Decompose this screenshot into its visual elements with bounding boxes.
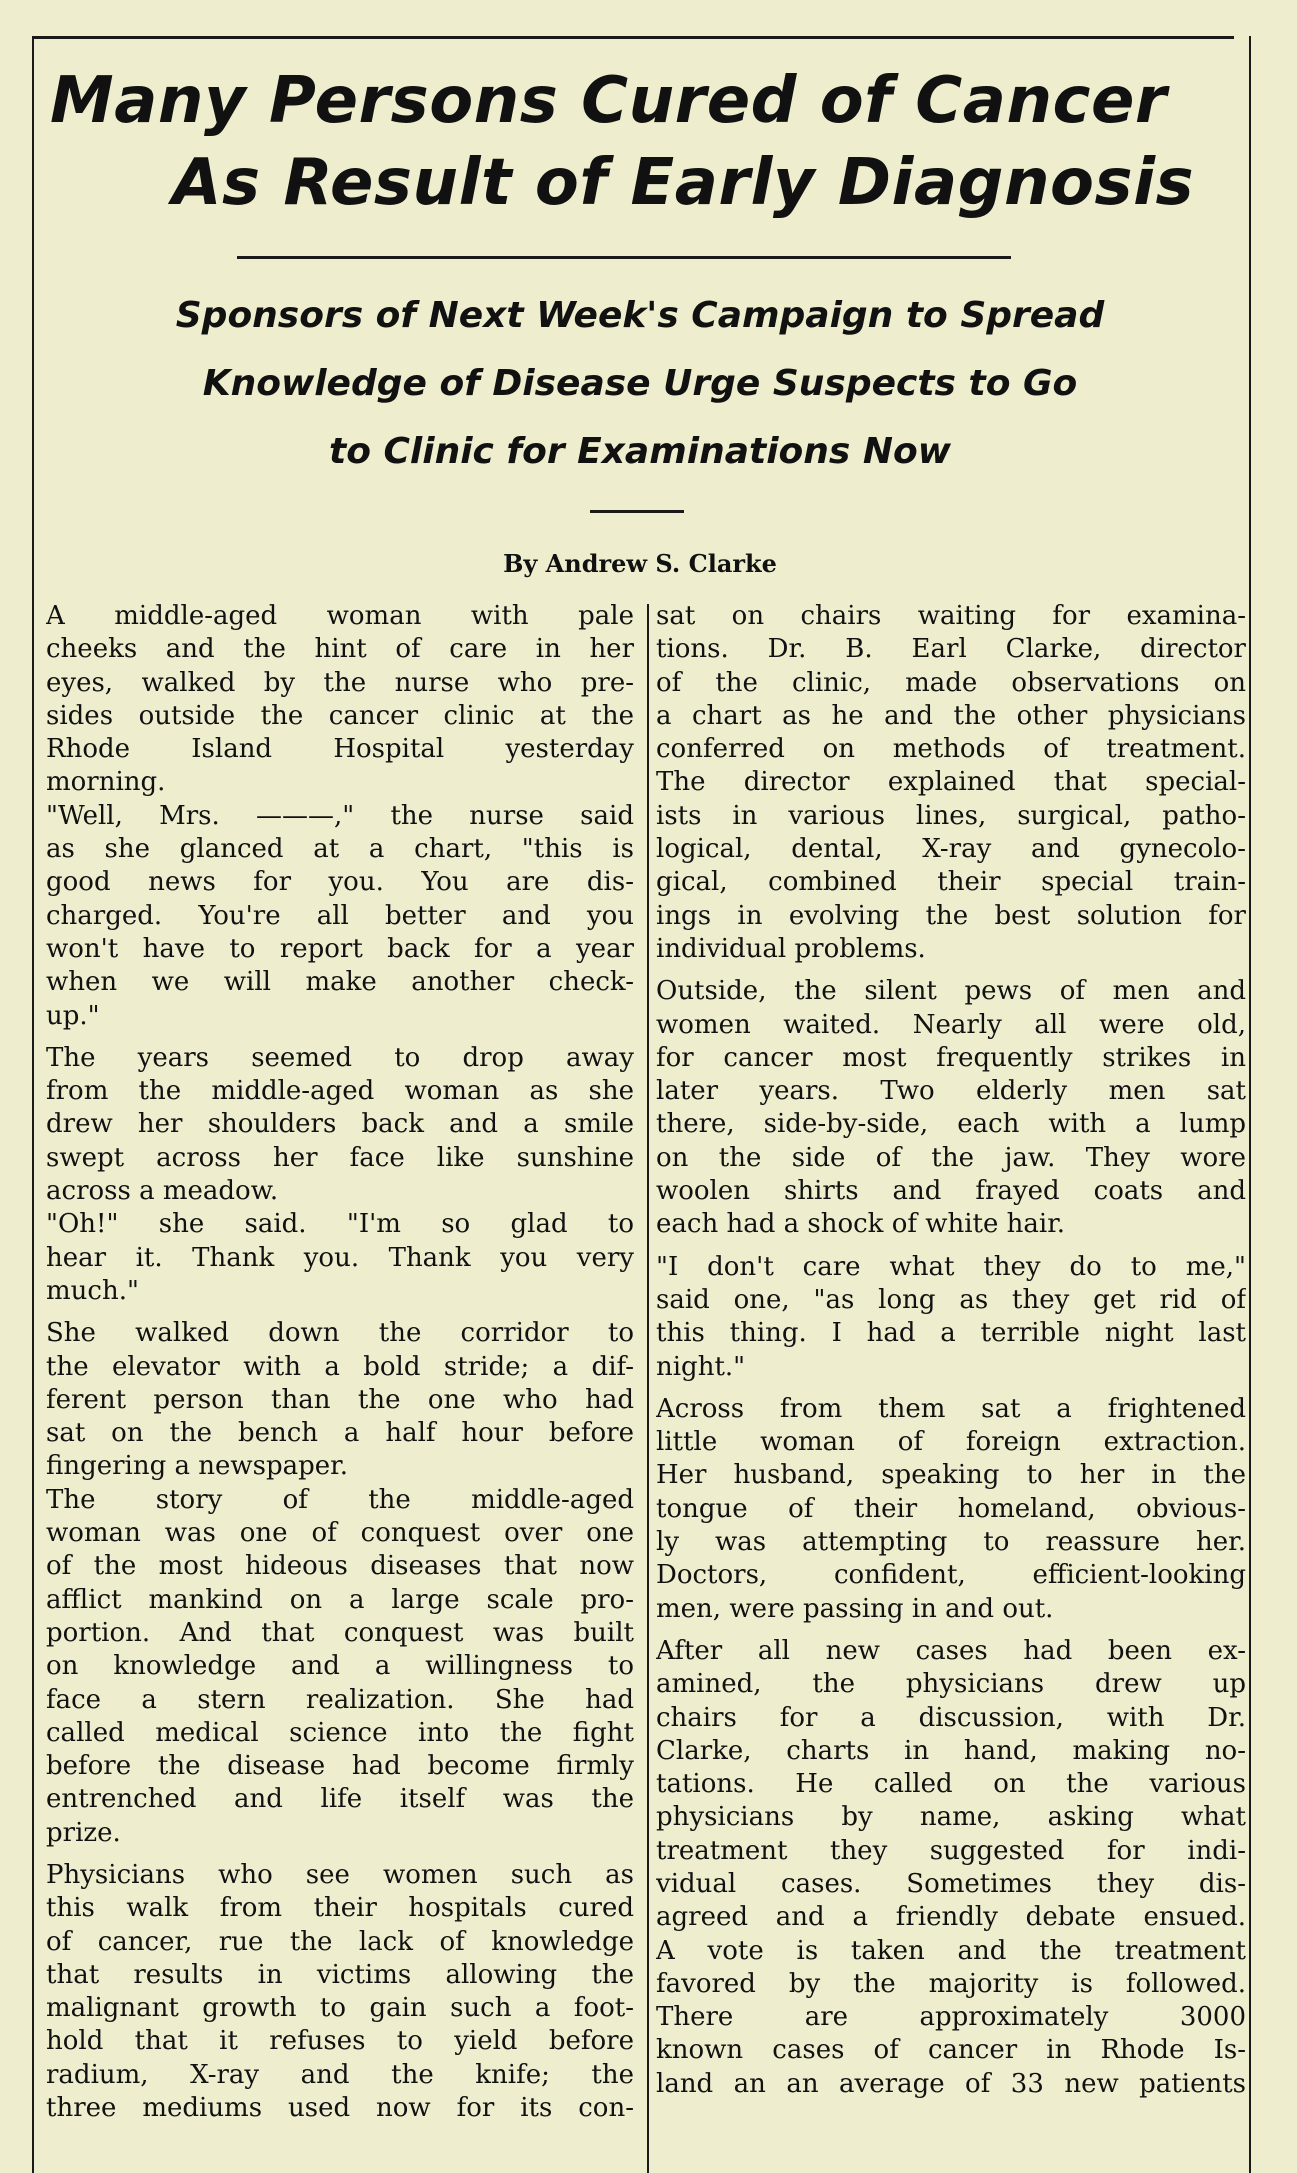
- text-line: ings in evolving the best solution for: [656, 900, 1246, 931]
- text-line: this walk from their hospitals cured: [46, 1893, 634, 1924]
- text-line: The director explained that special-: [656, 767, 1246, 798]
- text-line: amined, the physicians drew up: [656, 1669, 1246, 1700]
- text-line: good news for you. You are dis-: [46, 867, 634, 898]
- text-line: "Well, Mrs. ———," the nurse said: [46, 800, 634, 831]
- text-line: land an an average of 33 new patients: [656, 2068, 1246, 2099]
- subheadline: [40, 282, 1240, 486]
- text-line: for cancer most frequently strikes in: [656, 1042, 1246, 1073]
- text-line: entrenched and life itself was the: [46, 1784, 634, 1815]
- text-line: After all new cases had been ex-: [656, 1635, 1246, 1666]
- text-line: called medical science into the fight: [46, 1717, 634, 1748]
- text-line: Her husband, speaking to her in the: [656, 1460, 1246, 1491]
- text-line: much.": [46, 1275, 139, 1306]
- text-line: morning.: [46, 767, 166, 798]
- text-line: later years. Two elderly men sat: [656, 1076, 1246, 1107]
- text-line: on knowledge and a willingness to: [46, 1651, 634, 1682]
- text-line: tions. Dr. B. Earl Clarke, director: [656, 634, 1246, 665]
- text-line: A vote is taken and the treatment: [656, 1935, 1246, 1966]
- headline-line: Many Persons Cured of Cancer: [50, 64, 1167, 138]
- text-line: prize.: [46, 1817, 121, 1848]
- text-line: cheeks and the hint of care in her: [46, 634, 634, 665]
- text-line: sides outside the cancer clinic at the: [46, 700, 634, 731]
- text-line: ists in various lines, surgical, patho-: [656, 800, 1246, 831]
- text-line: before the disease had become firmly: [46, 1751, 634, 1782]
- text-line: physicians by name, asking what: [656, 1802, 1246, 1833]
- text-line: little woman of foreign extraction.: [656, 1427, 1246, 1458]
- text-line: this thing. I had a terrible night last: [656, 1318, 1246, 1349]
- text-line: sat on the bench a half hour before: [46, 1418, 634, 1449]
- text-line: night.": [656, 1351, 746, 1382]
- text-line: "I don't care what they do to me,": [656, 1251, 1246, 1282]
- text-line: treatment they suggested for indi-: [656, 1835, 1246, 1866]
- byline: By Andrew S. Clarke: [503, 549, 777, 578]
- text-line: women waited. Nearly all were old,: [656, 1009, 1246, 1040]
- text-line: tongue of their homeland, obvious-: [656, 1493, 1246, 1524]
- text-line: swept across her face like sunshine: [46, 1142, 634, 1173]
- text-line: hear it. Thank you. Thank you very: [46, 1242, 634, 1273]
- text-line: as she glanced at a chart, "this is: [46, 834, 634, 865]
- text-line: hold that it refuses to yield before: [46, 2026, 634, 2057]
- text-line: sat on chairs waiting for examina-: [656, 601, 1246, 631]
- text-line: across a meadow.: [46, 1176, 279, 1207]
- text-line: three mediums used now for its con-: [46, 2093, 634, 2124]
- subheadline-line: to Clinic for Examinations Now: [329, 431, 951, 472]
- text-line: woolen shirts and frayed coats and: [656, 1176, 1246, 1207]
- column-divider: [647, 604, 649, 2173]
- text-line: of cancer, rue the lack of knowledge: [46, 1926, 634, 1957]
- text-line: ly was attempting to reassure her.: [656, 1527, 1246, 1558]
- text-line: from the middle-aged woman as she: [46, 1076, 634, 1107]
- article-column-right: [656, 600, 1246, 2101]
- text-line: fingering a newspaper.: [46, 1451, 349, 1482]
- text-line: chairs for a discussion, with Dr.: [656, 1702, 1246, 1733]
- text-line: Doctors, confident, efficient-looking: [656, 1560, 1246, 1591]
- text-line: charged. You're all better and you: [46, 900, 634, 931]
- text-line: of the clinic, made observations on: [656, 667, 1246, 698]
- text-line: "Oh!" she said. "I'm so glad to: [46, 1209, 634, 1240]
- text-line: each had a shock of white hair.: [656, 1209, 1066, 1240]
- text-line: favored by the majority is followed.: [656, 1968, 1246, 1999]
- text-line: Physicians who see women such as: [46, 1859, 634, 1890]
- text-line: when we will make another check-: [46, 967, 634, 998]
- top-border-rule: [34, 36, 1234, 39]
- text-line: portion. And that conquest was built: [46, 1617, 634, 1648]
- text-line: vidual cases. Sometimes they dis-: [656, 1868, 1246, 1899]
- text-line: known cases of cancer in Rhode Is-: [656, 2035, 1246, 2066]
- text-line: of the most hideous diseases that now: [46, 1551, 634, 1582]
- headline-rule: [237, 256, 1011, 259]
- text-line: gical, combined their special train-: [656, 867, 1246, 898]
- text-line: Across from them sat a frightened: [656, 1393, 1246, 1424]
- text-line: logical, dental, X-ray and gynecolo-: [656, 834, 1246, 865]
- text-line: men, were passing in and out.: [656, 1593, 1054, 1624]
- text-line: Outside, the silent pews of men and: [656, 976, 1246, 1007]
- text-line: Rhode Island Hospital yesterday: [46, 734, 634, 765]
- text-line: eyes, walked by the nurse who pre-: [46, 667, 634, 698]
- text-line: face a stern realization. She had: [46, 1684, 634, 1715]
- text-line: Clarke, charts in hand, making no-: [656, 1735, 1246, 1766]
- text-line: malignant growth to gain such a foot-: [46, 1993, 634, 2024]
- text-line: on the side of the jaw. They wore: [656, 1142, 1246, 1173]
- text-line: said one, "as long as they get rid of: [656, 1284, 1246, 1315]
- text-line: agreed and a friendly debate ensued.: [656, 1902, 1246, 1933]
- text-line: up.": [46, 1000, 100, 1031]
- text-line: The years seemed to drop away: [46, 1042, 634, 1073]
- text-line: She walked down the corridor to: [46, 1318, 634, 1349]
- text-line: woman was one of conquest over one: [46, 1518, 634, 1549]
- text-line: a chart as he and the other physicians: [656, 700, 1246, 731]
- text-line: there, side-by-side, each with a lump: [656, 1109, 1246, 1140]
- text-line: ferent person than the one who had: [46, 1384, 634, 1415]
- text-line: conferred on methods of treatment.: [656, 734, 1246, 765]
- text-line: The story of the middle-aged: [46, 1484, 634, 1515]
- text-line: the elevator with a bold stride; a dif-: [46, 1351, 634, 1382]
- text-line: radium, X-ray and the knife; the: [46, 2059, 634, 2090]
- text-line: There are approximately 3000: [656, 2002, 1246, 2033]
- headline-line: As Result of Early Diagnosis: [172, 146, 1195, 220]
- text-line: that results in victims allowing the: [46, 1959, 634, 1990]
- subheadline-line: Sponsors of Next Week's Campaign to Spread: [175, 295, 1105, 336]
- subheadline-line: Knowledge of Disease Urge Suspects to Go: [202, 363, 1078, 404]
- text-line: afflict mankind on a large scale pro-: [46, 1584, 634, 1615]
- headline: [40, 60, 1240, 224]
- left-border-rule: [32, 36, 34, 2173]
- article-column-left: [46, 600, 634, 2125]
- text-line: drew her shoulders back and a smile: [46, 1109, 634, 1140]
- text-line: won't have to report back for a year: [46, 933, 634, 964]
- right-border-rule: [1249, 36, 1251, 2173]
- text-line: tations. He called on the various: [656, 1769, 1246, 1800]
- text-line: A middle-aged woman with pale: [46, 601, 634, 631]
- text-line: individual problems.: [656, 933, 926, 964]
- deck-rule: [590, 510, 684, 513]
